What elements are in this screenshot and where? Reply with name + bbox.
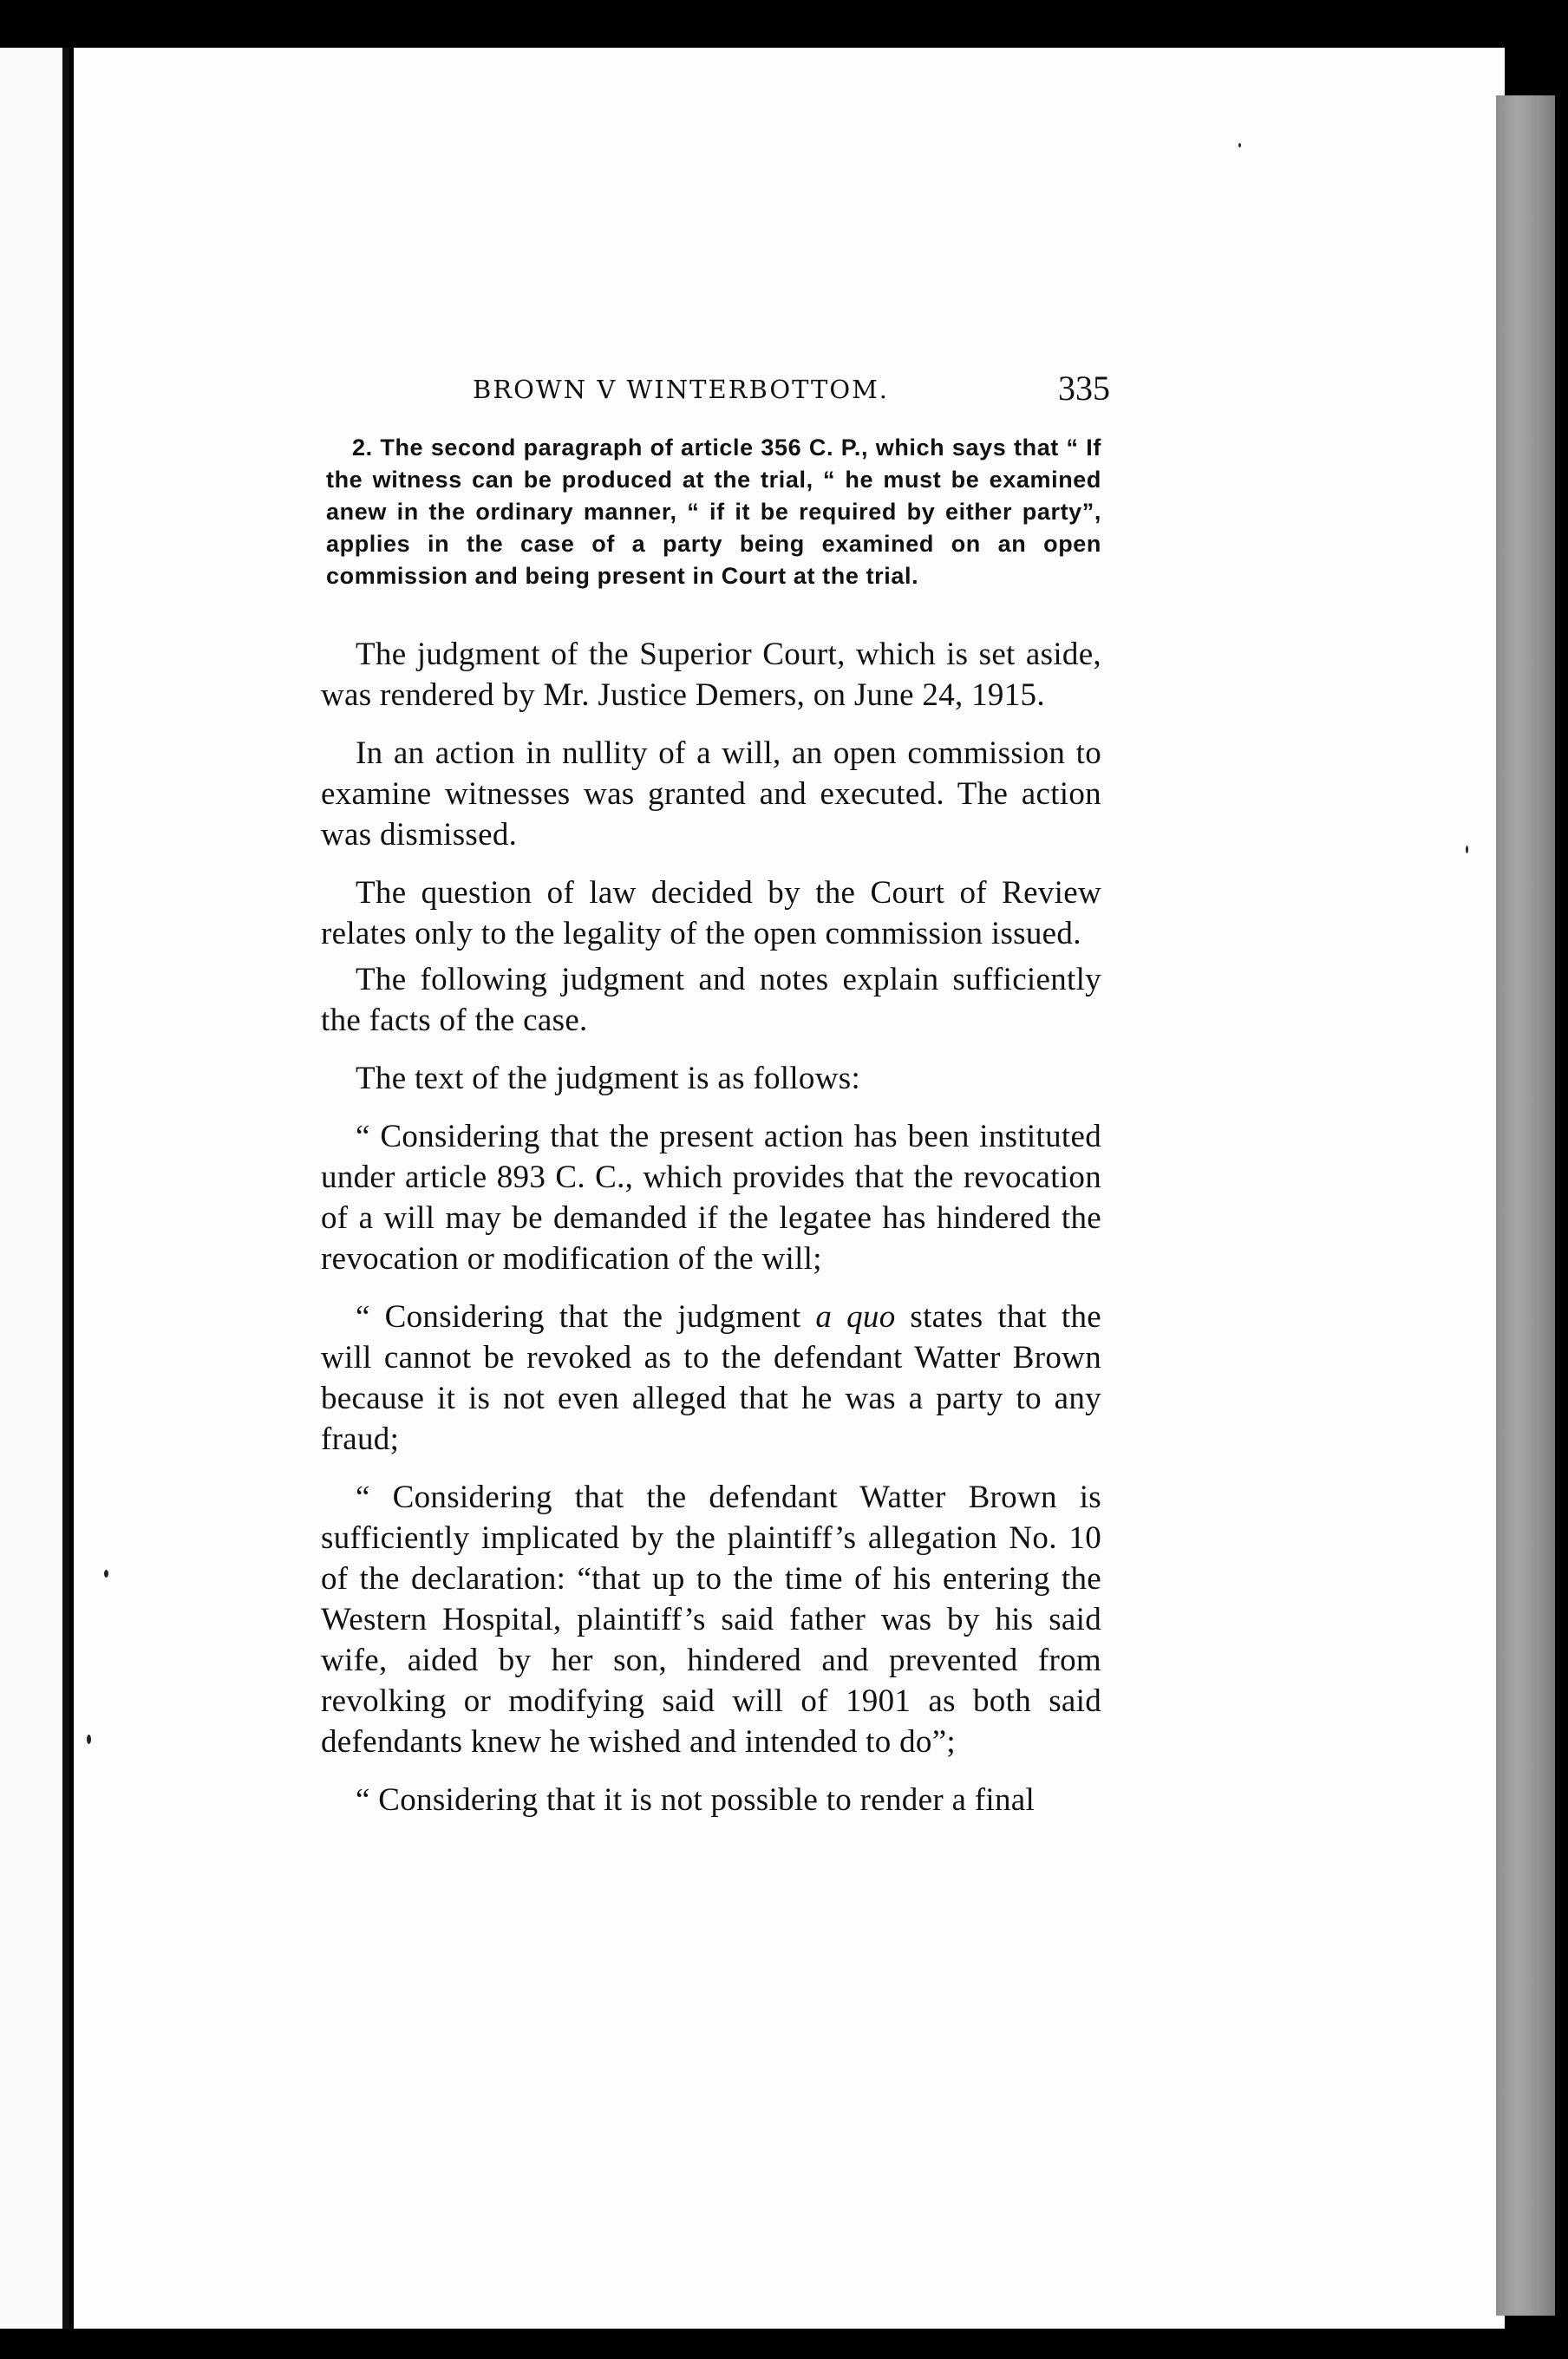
paragraph-considering-implicated: “ Considering that the defendant Watter Brown is sufficiently implicated by the plaintiff’s allegation No. 10 of the declaration: “that up to the time of his entering the Western Hospital, plaintiff’s said father was by his said wife, aided by her son, hindered and prevented from revolking or modifying said will of 1901 as both said defendants knew he wished and intended to do”; — [321, 1480, 1101, 1760]
previous-page-sliver — [0, 48, 65, 2329]
paragraph-action-nullity: In an action in nullity of a will, an open commission to examine witnesses was granted and executed. The action was dismissed. — [321, 735, 1101, 853]
paragraph-considering-final: “ Considering that it is not possible to render a final — [356, 1782, 1036, 1818]
body-text — [321, 634, 1101, 1820]
paragraph-considering-article: “ Considering that the present action has been instituted under article 893 C. C., which provides that the revocation of a will may be demanded if the legatee has hindered the revocation or modification of the will; — [321, 1119, 1101, 1277]
ink-speck — [1466, 846, 1468, 853]
paragraph-following-judgment: The following judgment and notes explain sufficiently the facts of the case. — [321, 962, 1101, 1038]
paragraph-superior-court: The judgment of the Superior Court, which is set aside, was rendered by Mr. Justice Demers, on June 24, 1915. — [321, 637, 1101, 713]
quo-text-after: states that the will cannot be revoked as to the defendant Watter Brown because it is not even alleged that he was a party to any fraud; — [321, 1299, 1102, 1457]
quo-text-before: “ Considering that the judgment — [356, 1299, 816, 1335]
running-title: BROWN V WINTERBOTTOM. — [473, 375, 890, 404]
headnote-paragraph: 2. The second paragraph of article 356 C. P., which says that “ If the witness can be produced at the trial, “ he must be examined anew in the ordinary manner, “ if it be required by either party”, applies in the case of a party being examined on an open commission and being present in Court at the trial. — [326, 435, 1101, 589]
ink-speck — [87, 1735, 91, 1744]
running-head — [321, 364, 1110, 416]
quo-italic: a quo — [815, 1299, 896, 1335]
page-content — [321, 364, 1110, 1838]
paragraph-question-of-law: The question of law decided by the Court of Review relates only to the legality of the open commission issued. — [321, 875, 1101, 951]
gutter-shadow — [62, 48, 69, 2329]
ink-speck — [104, 1570, 108, 1578]
page-stack-edge — [1496, 95, 1555, 2316]
paragraph-considering-a-quo — [321, 1297, 1101, 1460]
page-number: 335 — [1058, 369, 1110, 408]
ink-speck — [1238, 143, 1241, 147]
paragraph-text-of-judgment: The text of the judgment is as follows: — [356, 1061, 861, 1096]
